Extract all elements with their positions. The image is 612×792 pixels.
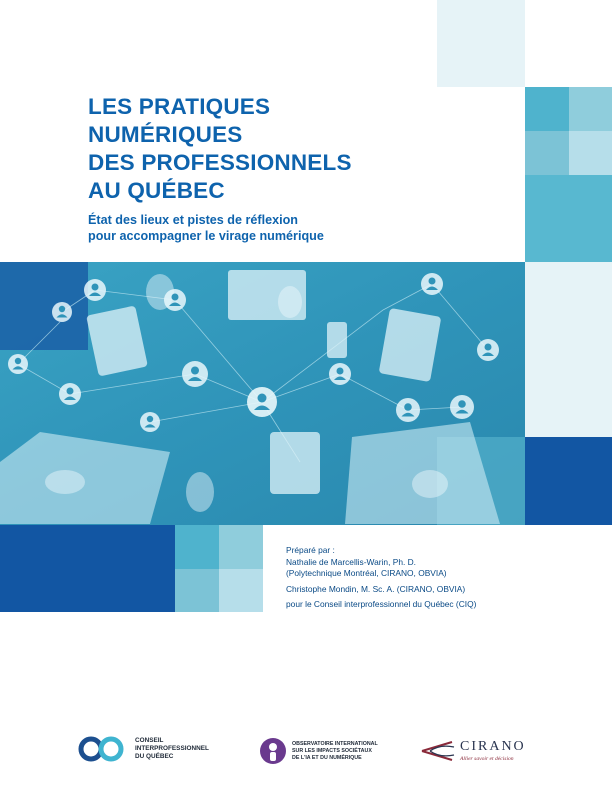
credits-block — [286, 545, 586, 611]
ciq-logo — [77, 735, 209, 763]
deco-square — [175, 525, 219, 569]
obvia-logo-line: OBSERVATOIRE INTERNATIONAL — [292, 740, 378, 747]
network-people-photo — [0, 262, 525, 525]
ciq-logo-line: DU QUÉBEC — [135, 753, 174, 760]
title-line: DES PROFESSIONNELS — [88, 150, 352, 175]
cirano-logo — [418, 738, 526, 764]
ciq-logo-icon — [77, 735, 129, 763]
obvia-logo-icon — [259, 737, 287, 765]
subtitle-line: pour accompagner le virage numérique — [88, 229, 324, 243]
obvia-logo-line: SUR LES IMPACTS SOCIÉTAUX — [292, 747, 372, 754]
cirano-name: CIRANO — [460, 739, 526, 754]
title-line: LES PRATIQUES — [88, 94, 271, 119]
deco-square — [525, 437, 612, 525]
deco-square — [525, 87, 569, 131]
subtitle-line: État des lieux et pistes de réflexion — [88, 213, 298, 227]
ciq-logo-line: INTERPROFESSIONNEL — [135, 745, 209, 752]
deco-square — [525, 131, 569, 175]
author-name: Christophe Mondin, M. Sc. A. (CIRANO, OBVIA) — [286, 583, 466, 594]
obvia-logo-line: DE L'IA ET DU NUMÉRIQUE — [292, 754, 362, 761]
title-line: NUMÉRIQUES — [88, 122, 243, 147]
author-affiliation: (Polytechnique Montréal, CIRANO, OBVIA) — [286, 568, 447, 579]
ciq-logo-line: CONSEIL — [135, 737, 164, 744]
document-subtitle — [88, 212, 448, 244]
deco-square — [525, 175, 612, 262]
network-people-photo-svg — [0, 262, 525, 525]
cirano-tagline: Allier savoir et décision — [460, 756, 514, 762]
title-line: AU QUÉBEC — [88, 178, 225, 203]
deco-square — [569, 87, 612, 131]
deco-square — [569, 131, 612, 175]
client-line: pour le Conseil interprofessionnel du Québec (CIQ) — [286, 599, 477, 610]
deco-square — [219, 569, 263, 612]
deco-square — [175, 569, 219, 612]
obvia-logo — [259, 737, 378, 765]
document-title — [88, 93, 448, 205]
prepared-by-label: Préparé par : — [286, 545, 335, 555]
deco-square — [0, 525, 175, 612]
cirano-logo-icon — [418, 738, 458, 764]
author-name: Nathalie de Marcellis-Warin, Ph. D. — [286, 556, 417, 567]
deco-square — [437, 0, 525, 87]
deco-square — [219, 525, 263, 569]
deco-square — [525, 262, 612, 437]
